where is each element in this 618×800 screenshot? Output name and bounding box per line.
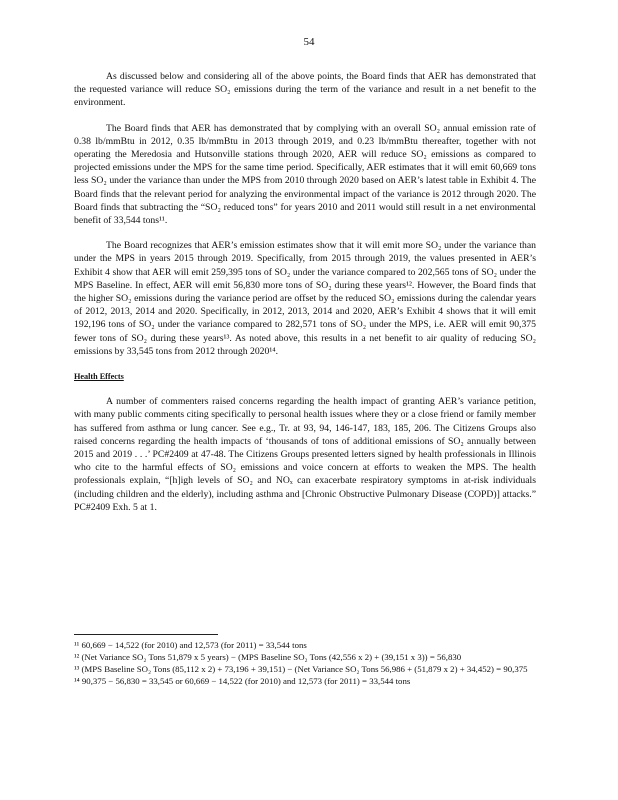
footnote-13: ¹³ (MPS Baseline SO₂ Tons (85,112 x 2) + 73,196 + 39,151) − (Net Variance SO₂ Tons 56,986 + (51,879 x 2) + 34,452) = 90,375 [74,664,528,674]
document-body [74,70,536,526]
paragraph-health-effects: A number of commenters raised concerns regarding the health impact of granting AER’s variance petition, with many public comments citing specifically to personal health issues where they or a close friend or family member has suffered from asthma or lung cancer. See e.g., Tr. at 93, 94, 146-147, 183, 185, 206. The Citizens Groups also raised concerns regarding the health impacts of ‘thousands of tons of additional emissions of SO₂ annually between 2015 and 2019 . . .’ PC#2409 at 47-48. The Citizens Groups presented letters signed by health professionals in Illinois who cite to the harmful effects of SO₂ emissions and voice concern at efforts to weaken the MPS. The health professionals explain, “[h]igh levels of SO₂ and NOₓ can exacerbate respiratory symptoms in at-risk individuals (including children and the elderly), including asthma and [Chronic Obstructive Pulmonary Disease (COPD)] attacks.” PC#2409 Exh. 5 at 1. [74,396,536,513]
page-number: 54 [303,36,315,48]
footnote-11: ¹¹ 60,669 − 14,522 (for 2010) and 12,573 (for 2011) = 33,544 tons [74,640,307,650]
footnote-14: ¹⁴ 90,375 − 56,830 = 33,545 or 60,669 − 14,522 (for 2010) and 12,573 (for 2011) = 33,544 tons [74,676,411,686]
footnotes [74,634,536,687]
section-heading-health-effects: Health Effects [74,372,124,382]
paragraph-board-recognizes: The Board recognizes that AER’s emission estimates show that it will emit more SO₂ under the variance than under the MPS in years 2015 through 2019. Specifically, from 2015 through 2019, the values presented in AER’s Exhibit 4 show that AER will emit 259,395 tons of SO₂ under the variance compared to 202,565 tons of SO₂ under the MPS Baseline. In effect, AER will emit 56,830 more tons of SO₂ during these years¹². However, the Board finds that the higher SO₂ emissions during the variance period are offset by the reduced SO₂ emissions during the calendar years of 2012, 2013, 2014 and 2020. Specifically, in 2012, 2013, 2014 and 2020, AER’s Exhibit 4 shows that it will emit 192,196 tons of SO₂ under the variance compared to 282,571 tons of SO₂ under the MPS, i.e. AER will emit 90,375 fewer tons of SO₂ during these years¹³. As noted above, this results in a net benefit to air quality of reducing SO₂ emissions by 33,545 tons from 2012 through 2020¹⁴. [74,240,536,357]
footnote-12: ¹² (Net Variance SO₂ Tons 51,879 x 5 years) − (MPS Baseline SO₂ Tons (42,556 x 2) + (39,151 x 3)) = 56,830 [74,652,462,662]
paragraph-board-findings: The Board finds that AER has demonstrated that by complying with an overall SO₂ annual emission rate of 0.38 lb/mmBtu in 2012, 0.35 lb/mmBtu in 2013 through 2019, and 0.23 lb/mmBtu thereafter, together with not operating the Meredosia and Hutsonville stations through 2020, AER will reduce SO₂ emissions as compared to projected emissions under the MPS for the same time period. Specifically, AER estimates that it will emit 60,669 tons less SO₂ under the variance than under the MPS from 2010 through 2020 based on AER’s latest table in Exhibit 4. The Board finds that the relevant period for analyzing the environmental impact of the variance is 2012 through 2020. The Board finds that subtracting the “SO₂ reduced tons” for years 2010 and 2011 would still result in a net environmental benefit of 33,544 tons¹¹. [74,122,536,227]
footnote-divider [74,634,218,635]
paragraph-conclusion: As discussed below and considering all of the above points, the Board finds that AER has demonstrated that the requested variance will reduce SO₂ emissions during the term of the variance and result in a net benefit to the environment. [74,71,536,109]
